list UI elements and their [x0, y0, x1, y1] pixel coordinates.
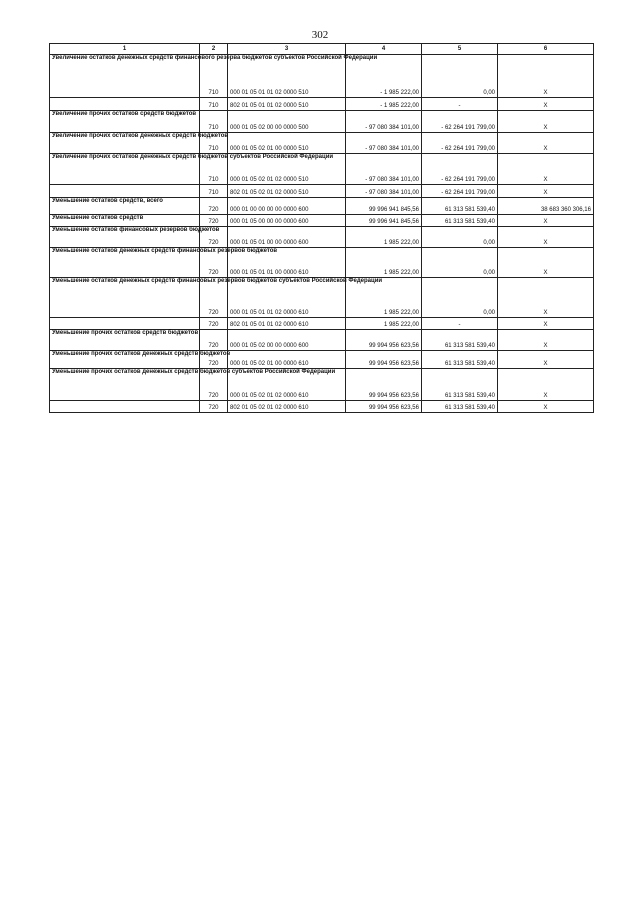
row-budget-code: 802 01 05 01 01 02 0000 610	[228, 318, 346, 330]
table-row	[50, 227, 594, 248]
row-executed-amount: 61 313 581 539,40	[422, 401, 498, 413]
row-name: Увеличение прочих остатков средств бюджетов	[50, 111, 200, 133]
row-unexecuted-amount: X	[498, 98, 594, 111]
table-row	[50, 185, 594, 198]
row-name: Уменьшение остатков средств, всего	[50, 198, 200, 215]
row-executed-amount: 0,00	[422, 55, 498, 98]
column-header-1: 1	[50, 44, 200, 55]
row-budget-code: 000 01 05 02 01 02 0000 610	[228, 369, 346, 401]
table-row	[50, 133, 594, 154]
row-executed-amount: 61 313 581 539,40	[422, 330, 498, 351]
table-row	[50, 369, 594, 401]
row-line-code: 720	[200, 401, 228, 413]
row-budget-code: 000 01 05 02 01 00 0000 510	[228, 133, 346, 154]
row-name: Уменьшение остатков денежных средств финансовых резервов бюджетов	[50, 248, 200, 278]
table-row	[50, 401, 594, 413]
row-budget-code: 802 01 05 02 01 02 0000 610	[228, 401, 346, 413]
row-budget-code: 000 01 05 02 01 00 0000 610	[228, 351, 346, 369]
row-unexecuted-amount: X	[498, 185, 594, 198]
row-approved-amount: 99 994 956 623,56	[346, 351, 422, 369]
row-line-code: 720	[200, 215, 228, 227]
table-row	[50, 318, 594, 330]
page-number: 302	[311, 29, 329, 41]
report-table	[49, 43, 594, 413]
row-unexecuted-amount: X	[498, 401, 594, 413]
row-line-code: 710	[200, 154, 228, 185]
row-line-code: 710	[200, 185, 228, 198]
row-name	[50, 98, 200, 111]
row-line-code: 720	[200, 198, 228, 215]
row-approved-amount: - 97 080 384 101,00	[346, 111, 422, 133]
row-executed-amount: 0,00	[422, 248, 498, 278]
column-header-2: 2	[200, 44, 228, 55]
row-executed-amount: -	[422, 98, 498, 111]
header-row	[50, 44, 594, 55]
table-row	[50, 330, 594, 351]
row-executed-amount: 61 313 581 539,40	[422, 215, 498, 227]
row-executed-amount: - 62 264 191 799,00	[422, 133, 498, 154]
row-approved-amount: 99 994 956 623,56	[346, 369, 422, 401]
row-name: Уменьшение остатков денежных средств финансовых резервов бюджетов субъектов Российской Федерации	[50, 278, 200, 318]
column-header-5: 5	[422, 44, 498, 55]
row-line-code: 710	[200, 98, 228, 111]
row-approved-amount: - 1 985 222,00	[346, 55, 422, 98]
table-row	[50, 198, 594, 215]
row-approved-amount: 99 994 956 623,56	[346, 330, 422, 351]
column-header-4: 4	[346, 44, 422, 55]
row-approved-amount: 99 994 956 623,56	[346, 401, 422, 413]
row-executed-amount: 61 313 581 539,40	[422, 351, 498, 369]
column-header-3: 3	[228, 44, 346, 55]
row-line-code: 710	[200, 133, 228, 154]
row-line-code: 710	[200, 111, 228, 133]
row-approved-amount: - 97 080 384 101,00	[346, 133, 422, 154]
row-unexecuted-amount: X	[498, 369, 594, 401]
row-approved-amount: - 1 985 222,00	[346, 98, 422, 111]
row-unexecuted-amount: X	[498, 318, 594, 330]
row-budget-code: 000 01 05 01 01 02 0000 510	[228, 55, 346, 98]
row-approved-amount: 99 996 941 845,56	[346, 215, 422, 227]
row-line-code: 720	[200, 227, 228, 248]
row-budget-code: 000 01 05 02 00 00 0000 600	[228, 330, 346, 351]
row-name: Уменьшение прочих остатков денежных средств бюджетов субъектов Российской Федерации	[50, 369, 200, 401]
row-executed-amount: - 62 264 191 799,00	[422, 111, 498, 133]
row-budget-code: 000 01 05 01 01 02 0000 610	[228, 278, 346, 318]
row-budget-code: 000 01 05 01 00 00 0000 600	[228, 227, 346, 248]
row-line-code: 720	[200, 330, 228, 351]
row-budget-code: 000 01 00 00 00 00 0000 600	[228, 198, 346, 215]
row-executed-amount: 61 313 581 539,40	[422, 198, 498, 215]
row-budget-code: 000 01 05 00 00 00 0000 600	[228, 215, 346, 227]
row-name	[50, 185, 200, 198]
row-executed-amount: 0,00	[422, 278, 498, 318]
table-row	[50, 248, 594, 278]
row-unexecuted-amount: 38 683 360 306,16	[498, 198, 594, 215]
row-approved-amount: 99 996 941 845,56	[346, 198, 422, 215]
table-row	[50, 111, 594, 133]
row-budget-code: 802 01 05 02 01 02 0000 510	[228, 185, 346, 198]
table-row	[50, 154, 594, 185]
row-executed-amount: 61 313 581 539,40	[422, 369, 498, 401]
row-unexecuted-amount: X	[498, 55, 594, 98]
row-unexecuted-amount: X	[498, 278, 594, 318]
table-row	[50, 55, 594, 98]
row-budget-code: 000 01 05 02 01 02 0000 510	[228, 154, 346, 185]
row-unexecuted-amount: X	[498, 330, 594, 351]
row-approved-amount: - 97 080 384 101,00	[346, 185, 422, 198]
row-line-code: 710	[200, 55, 228, 98]
row-name: Уменьшение остатков средств	[50, 215, 200, 227]
row-executed-amount: - 62 264 191 799,00	[422, 154, 498, 185]
row-executed-amount: -	[422, 318, 498, 330]
table-row	[50, 278, 594, 318]
row-executed-amount: 0,00	[422, 227, 498, 248]
table-row	[50, 98, 594, 111]
table-row	[50, 351, 594, 369]
row-name: Уменьшение прочих остатков средств бюджетов	[50, 330, 200, 351]
row-approved-amount: 1 985 222,00	[346, 278, 422, 318]
row-unexecuted-amount: X	[498, 248, 594, 278]
row-line-code: 720	[200, 248, 228, 278]
row-unexecuted-amount: X	[498, 111, 594, 133]
row-line-code: 720	[200, 351, 228, 369]
row-line-code: 720	[200, 278, 228, 318]
row-name: Увеличение остатков денежных средств финансового резерва бюджетов субъектов Российской Федерации	[50, 55, 200, 98]
row-budget-code: 802 01 05 01 01 02 0000 510	[228, 98, 346, 111]
row-approved-amount: 1 985 222,00	[346, 318, 422, 330]
row-unexecuted-amount: X	[498, 227, 594, 248]
row-line-code: 720	[200, 318, 228, 330]
row-unexecuted-amount: X	[498, 351, 594, 369]
table-row	[50, 215, 594, 227]
row-line-code: 720	[200, 369, 228, 401]
row-unexecuted-amount: X	[498, 154, 594, 185]
row-approved-amount: - 97 080 384 101,00	[346, 154, 422, 185]
row-name	[50, 318, 200, 330]
row-name: Уменьшение остатков финансовых резервов бюджетов	[50, 227, 200, 248]
row-name	[50, 401, 200, 413]
row-approved-amount: 1 985 222,00	[346, 248, 422, 278]
row-budget-code: 000 01 05 02 00 00 0000 500	[228, 111, 346, 133]
row-unexecuted-amount: X	[498, 133, 594, 154]
row-budget-code: 000 01 05 01 01 00 0000 610	[228, 248, 346, 278]
row-name: Увеличение прочих остатков денежных средств бюджетов субъектов Российской Федерации	[50, 154, 200, 185]
row-approved-amount: 1 985 222,00	[346, 227, 422, 248]
row-unexecuted-amount: X	[498, 215, 594, 227]
row-executed-amount: - 62 264 191 799,00	[422, 185, 498, 198]
column-header-6: 6	[498, 44, 594, 55]
row-name: Уменьшение прочих остатков денежных средств бюджетов	[50, 351, 200, 369]
row-name: Увеличение прочих остатков денежных средств бюджетов	[50, 133, 200, 154]
